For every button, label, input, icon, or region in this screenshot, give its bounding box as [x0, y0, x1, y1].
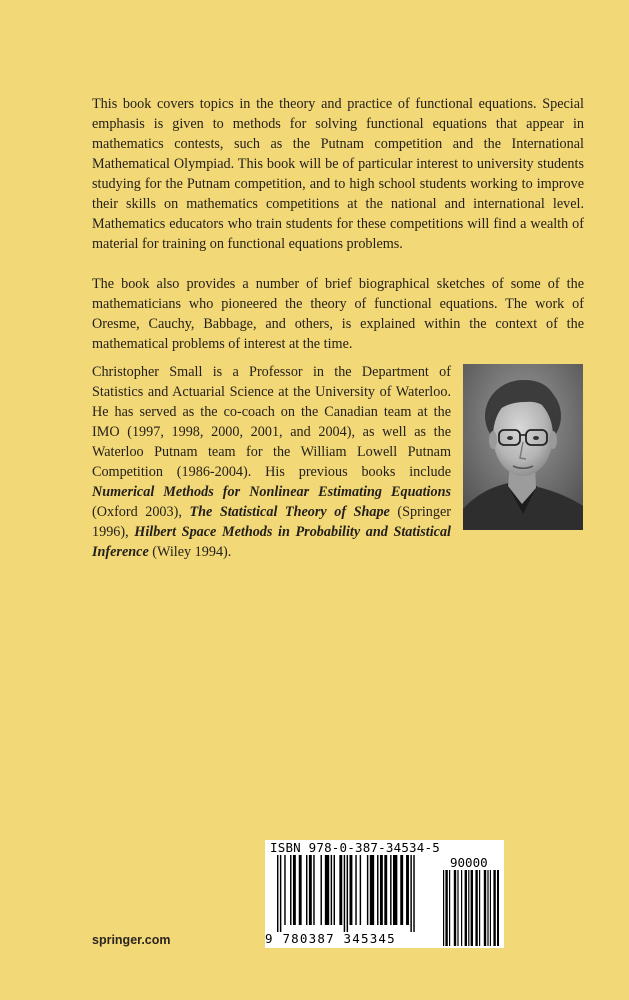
barcode-bar — [309, 855, 312, 925]
barcode-bar — [299, 855, 302, 925]
barcode-bar — [493, 870, 495, 946]
barcode-bar — [380, 855, 383, 925]
barcode-bar — [471, 870, 473, 946]
barcode-bar — [484, 870, 486, 946]
barcode-bar — [497, 870, 499, 946]
book-title-statistical-theory: The Statistical Theory of Shape — [189, 504, 390, 520]
barcode-bar — [390, 855, 391, 925]
barcode-bar — [445, 870, 447, 946]
description-paragraph-1: This book covers topics in the theory and practice of functional equations. Special emphasis is given to methods for solving functional equations that appear in mathematics contests, such as the Putnam competition and the International Mathematical Olympiad. This book will be of particular interest to university students studying for the Putnam competition, and to high school students working to improve their skills on mathematics competitions at the national and international level. Mathematics educators who train students for these competitions will find a wealth of material for training on functional equations problems. — [92, 96, 584, 252]
barcode-bar — [350, 855, 353, 925]
barcode-bar — [457, 870, 458, 946]
barcode-bar — [384, 855, 387, 925]
book-info-oxford: (Oxford 2003), — [92, 504, 190, 520]
barcode-bar — [313, 855, 314, 925]
barcode-bar — [360, 855, 361, 925]
barcode-bar — [465, 870, 467, 946]
barcode-bar — [393, 855, 397, 925]
barcode-bar — [347, 855, 348, 932]
barcode-bar — [370, 855, 374, 925]
book-title-hilbert-space: Hilbert Space Methods in Probability and Statistical Inference — [92, 524, 451, 560]
ean-digits: 9 780387 345345 — [265, 931, 396, 946]
publisher-website: springer.com — [92, 933, 171, 947]
barcode-bar — [344, 855, 345, 932]
isbn-barcode — [265, 840, 504, 948]
barcode-bar — [277, 855, 278, 932]
price-code: 90000 — [450, 855, 488, 870]
barcode-bar — [449, 870, 450, 946]
barcode-bar — [475, 870, 477, 946]
barcode-bar — [454, 870, 456, 946]
barcode-bar — [490, 870, 491, 946]
barcode-bar — [461, 870, 462, 946]
barcode-bar — [321, 855, 322, 925]
book-info-wiley: (Wiley 1994). — [148, 544, 232, 560]
barcode-bar — [284, 855, 285, 925]
barcode-bar — [367, 855, 368, 925]
barcode-bar — [355, 855, 356, 925]
author-photo — [463, 364, 583, 530]
description-paragraph-2: The book also provides a number of brief biographical sketches of some of the mathematicians who pioneered the theory of functional equations. The work of Oresme, Cauchy, Babbage, and others, is explained within the context of the mathematical problems of interest at the time. — [92, 276, 584, 352]
barcode-bar — [334, 855, 335, 925]
isbn-label: ISBN 978-0-387-34534-5 — [270, 840, 440, 855]
barcode-bar — [280, 855, 281, 932]
author-bio — [92, 362, 451, 562]
barcode-bar — [325, 855, 329, 925]
barcode-bar — [377, 855, 378, 925]
barcode-bar — [293, 855, 296, 925]
barcode-bar — [443, 870, 444, 946]
barcode-bar — [406, 855, 409, 925]
barcode-bar — [400, 855, 403, 925]
barcode-bar — [468, 870, 469, 946]
barcode-bar — [339, 855, 342, 925]
book-title-numerical-methods: Numerical Methods for Nonlinear Estimating Equations — [92, 484, 451, 500]
barcode-bar — [290, 855, 291, 925]
price-addon-bars — [443, 870, 499, 946]
ean-bars — [277, 855, 427, 932]
barcode-bar — [413, 855, 414, 932]
barcode-bar — [306, 855, 307, 925]
barcode-bar — [410, 855, 411, 932]
barcode-bar — [487, 870, 488, 946]
barcode-bar — [479, 870, 480, 946]
author-bio-intro: Christopher Small is a Professor in the Department of Statistics and Actuarial Science at the University of Waterloo. He has served as the co-coach on the Canadian team at the IMO (1997, 1998, 2000, 2001, and 2004), as well as the Waterloo Putnam team for the William Lowell Putnam Competition (1986-2004). His previous books include — [92, 364, 451, 480]
barcode-bar — [331, 855, 332, 925]
book-info-springer: (Springer 1996), — [92, 504, 451, 540]
